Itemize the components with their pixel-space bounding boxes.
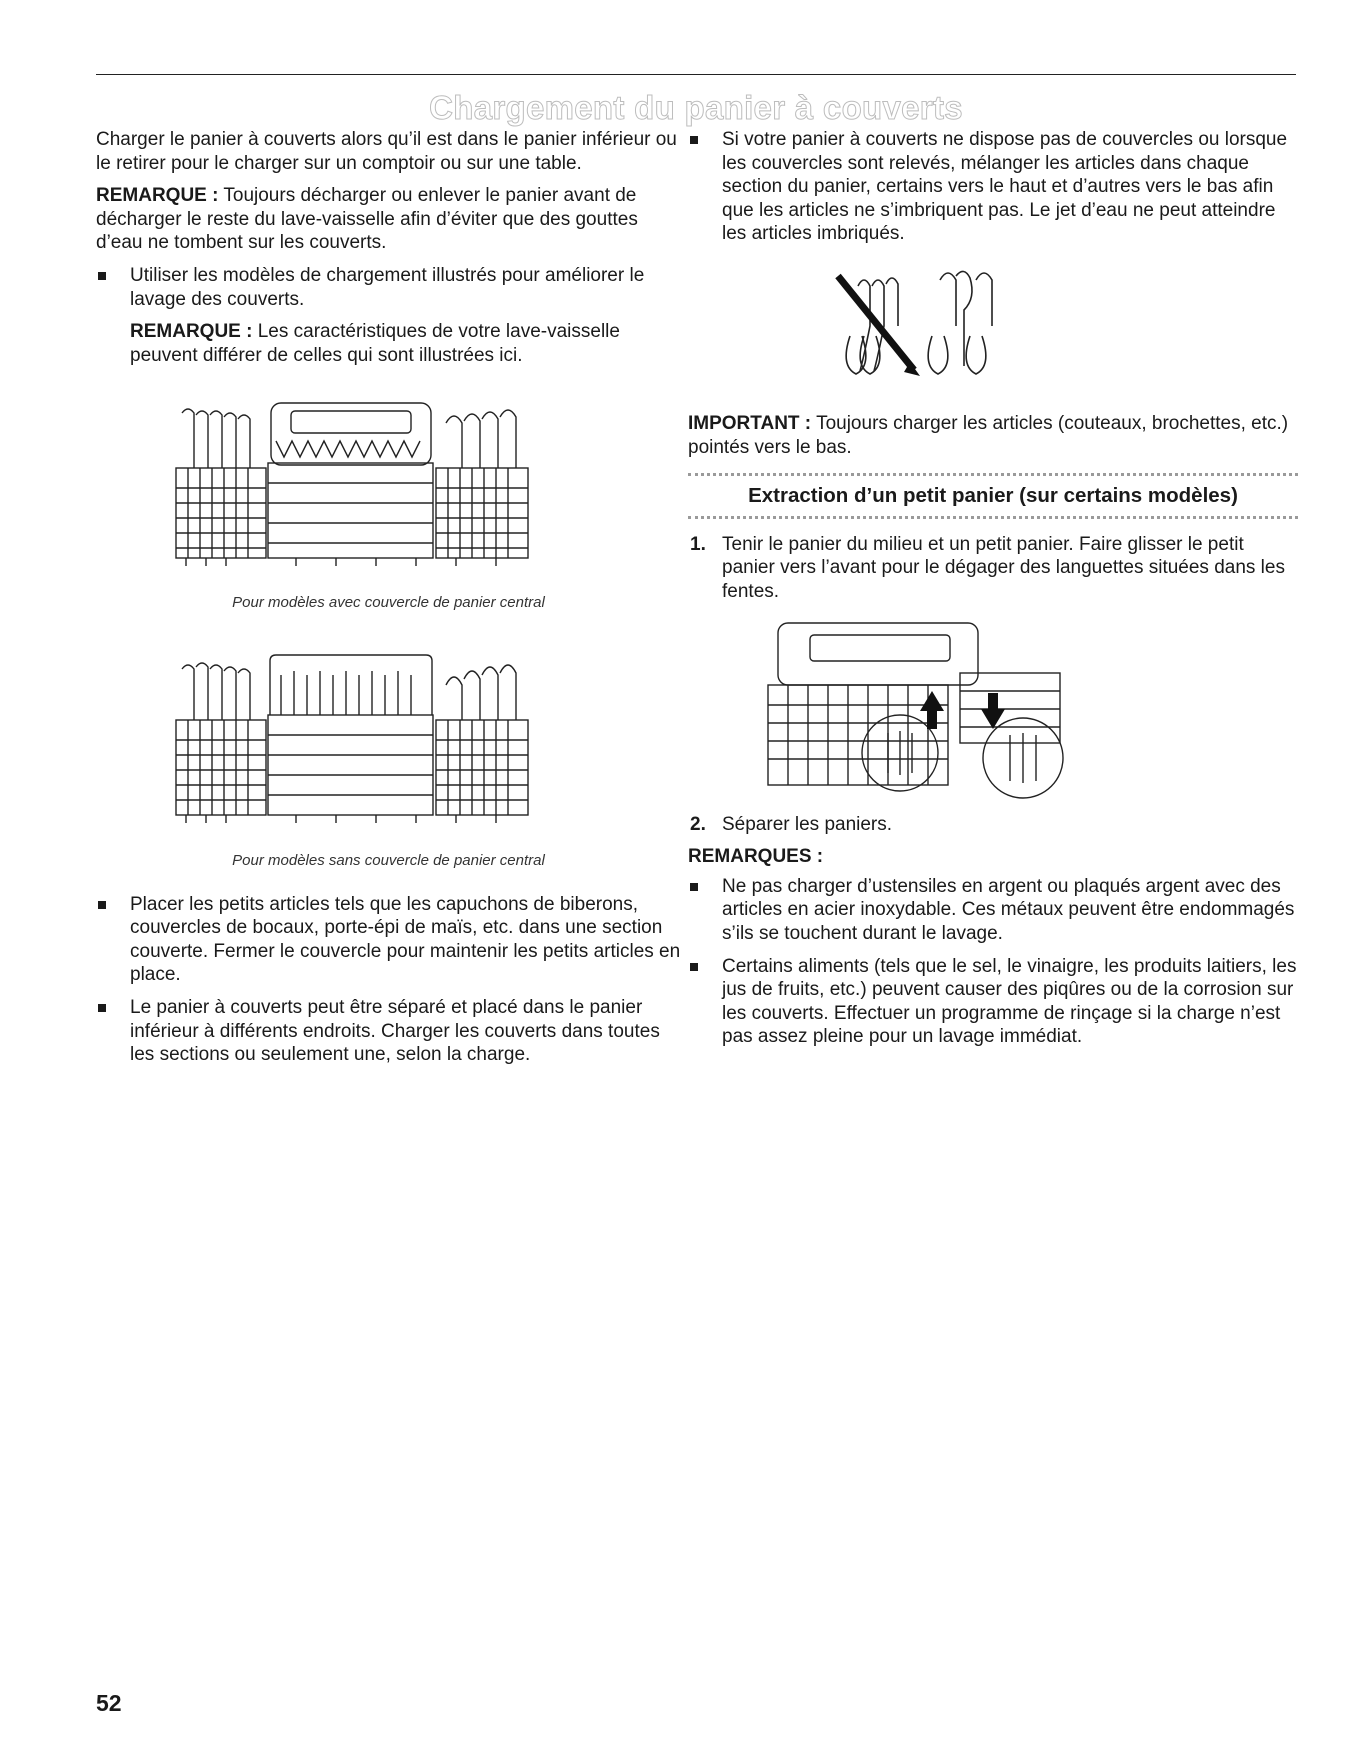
important-label: IMPORTANT : — [688, 412, 812, 434]
note-paragraph — [96, 320, 681, 367]
bullet-text: Placer les petits articles tels que les capuchons de biberons, couvercles de bocaux, porte-épi de maïs, etc. dans une section couverte. Fermer le couvercle pour maintenir les petits articles en place. — [130, 893, 681, 986]
bullet-square-icon — [98, 272, 106, 280]
figure-caption: Pour modèles avec couvercle de panier central — [232, 594, 545, 612]
notes-heading — [688, 845, 1298, 869]
bullet-text: Utiliser les modèles de chargement illustrés pour améliorer le lavage des couverts. — [130, 264, 645, 310]
basket-without-lid-illustration — [96, 645, 681, 845]
page-title: Chargement du panier à couverts — [429, 89, 963, 126]
prohibited-slash-icon — [838, 276, 914, 370]
bullet-square-icon — [690, 136, 698, 144]
section-rule — [688, 473, 1298, 476]
notes-label: REMARQUES : — [688, 846, 824, 868]
right-column — [688, 128, 1298, 1058]
figure-caption: Pour modèles sans couvercle de panier central — [232, 851, 545, 869]
left-column — [96, 128, 681, 1076]
step-item — [688, 533, 1298, 604]
bullet-square-icon — [690, 963, 698, 971]
important-text: Toujours charger les articles (couteaux, brochettes, etc.) pointés vers le bas. — [688, 412, 1289, 458]
small-basket-removal-illustration — [688, 613, 1298, 803]
utensils-illustration — [688, 256, 1298, 386]
intro-paragraph: Charger le panier à couverts alors qu’il est dans le panier inférieur ou le retirer pour le charger sur un comptoir ou sur une table. — [96, 129, 677, 174]
bullet-square-icon — [98, 901, 106, 909]
section-title: Extraction d’un petit panier (sur certains modèles) — [748, 484, 1238, 508]
note-label: REMARQUE : — [96, 185, 219, 207]
section-rule — [688, 516, 1298, 519]
bullet-text: Le panier à couverts peut être séparé et placé dans le panier inférieur à différents endroits. Charger les couverts dans toutes les sections ou seulement une, selon la charge. — [130, 996, 660, 1066]
bullet-item — [96, 264, 681, 311]
bullet-item — [96, 996, 681, 1067]
bullet-text: Si votre panier à couverts ne dispose pas de couvercles ou lorsque les couvercles sont relevés, mélanger les articles dans chaque section du panier, certains vers le haut et d’autres vers le bas afin que les articles ne s’imbriquent pas. Le jet d’eau ne peut atteindre les articles imbriqués. — [722, 129, 1288, 245]
basket-with-lid-illustration — [96, 393, 681, 593]
bullet-item — [688, 955, 1298, 1049]
bullet-square-icon — [98, 1004, 106, 1012]
bullet-square-icon — [690, 883, 698, 891]
note-label: REMARQUE : — [130, 321, 253, 343]
bullet-item — [688, 875, 1298, 946]
step-text: Tenir le panier du milieu et un petit panier. Faire glisser le petit panier vers l’avant pour le dégager des languettes situées dans les fentes. — [722, 533, 1285, 602]
top-rule — [96, 74, 1296, 75]
bullet-item — [688, 128, 1298, 246]
bullet-text: Ne pas charger d’ustensiles en argent ou plaqués argent avec des articles en acier inoxydable. Ces métaux peuvent être endommagés s’ils se touchent durant le lavage. — [722, 875, 1295, 944]
bullet-text: Certains aliments (tels que le sel, le vinaigre, les produits laitiers, les jus de fruits, etc.) peuvent causer des piqûres ou de la corrosion sur les couverts. Effectuer un programme de rinçage si la charge n’est pas assez pleine pour un lavage immédiat. — [722, 955, 1297, 1048]
page-number: 52 — [96, 1690, 122, 1716]
bullet-item — [96, 893, 681, 987]
step-item — [688, 813, 1298, 837]
step-number: 1. — [690, 533, 706, 555]
note-text: Toujours décharger ou enlever le panier avant de décharger le reste du lave-vaisselle afin d’éviter que des gouttes d’eau ne tombent sur les couverts. — [96, 185, 638, 254]
step-text: Séparer les paniers. — [722, 813, 893, 835]
note-paragraph — [96, 184, 681, 255]
note-text: Les caractéristiques de votre lave-vaisselle peuvent différer de celles qui sont illustrées ici. — [130, 321, 620, 366]
step-number: 2. — [690, 813, 706, 835]
important-paragraph — [688, 412, 1298, 459]
